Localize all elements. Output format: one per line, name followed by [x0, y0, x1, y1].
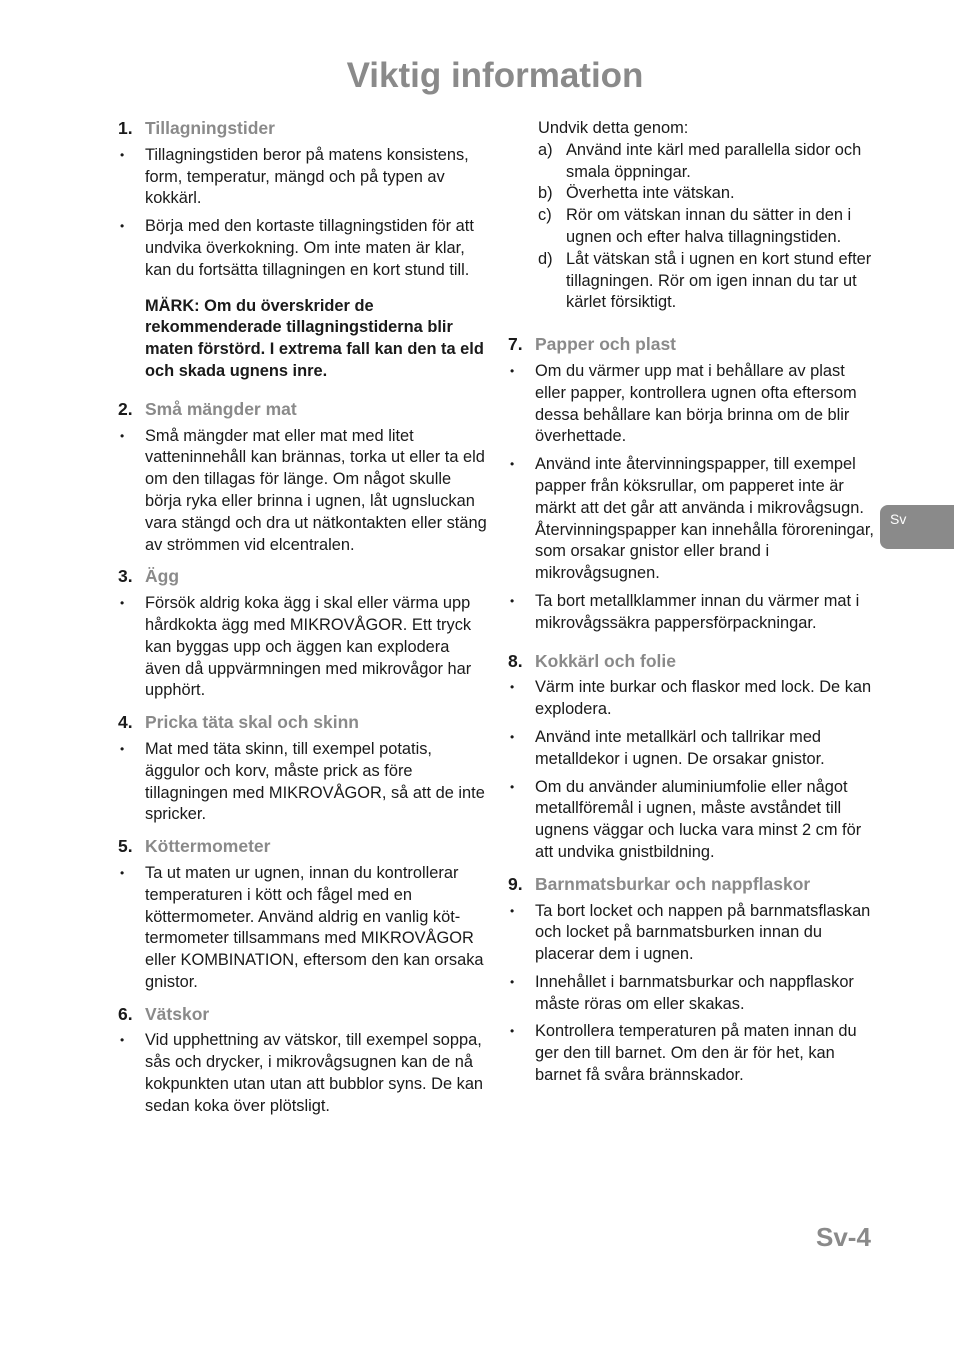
list-item-text: Små mängder mat eller mat med litet vatteninnehåll kan brännas, torka ut eller ta eld om den tillagas för länge. Om något skulle börja ryka eller brinna i ugnen, låt ugnsluckan vara stängd och dra ut nätkontakten eller stäng av strömmen vid elcentralen.: [145, 426, 487, 554]
section-title: Barnmatsburkar och nappflaskor: [535, 873, 811, 894]
bullet-list: [508, 361, 876, 635]
list-item: [508, 677, 876, 721]
section-heading: [118, 836, 488, 858]
bullet-list: [118, 863, 488, 994]
section-6: [118, 1004, 488, 1118]
section-heading: [508, 651, 876, 673]
left-column: [118, 118, 488, 1128]
section-number: 1.: [118, 118, 133, 138]
list-item: [508, 591, 876, 635]
list-item-text: Ta bort metallklammer innan du värmer mat i mikrovågssäkra pappersförpackningar.: [535, 591, 860, 632]
list-item-text: Värm inte burkar och flaskor med lock. De kan explodera.: [535, 678, 872, 719]
section-2: [118, 399, 488, 557]
list-item: [508, 901, 876, 966]
list-item-text: Använd inte kärl med parallella sidor och smala öppningar.: [566, 140, 862, 181]
list-item: [508, 777, 876, 864]
section-8: [508, 651, 876, 864]
bullet-list: [508, 677, 876, 863]
language-tab: Sv: [880, 505, 954, 549]
section-heading: [508, 334, 876, 356]
list-letter: a): [538, 140, 553, 159]
right-column: [508, 118, 876, 1097]
list-item: [508, 1021, 876, 1086]
bullet-icon: •: [120, 219, 125, 234]
bullet-icon: •: [510, 779, 515, 794]
section-7: [508, 334, 876, 634]
list-letter: c): [538, 206, 552, 225]
bullet-icon: •: [510, 1024, 515, 1039]
list-letter: b): [538, 184, 553, 203]
list-item: [118, 216, 488, 281]
section-number: 7.: [508, 334, 523, 355]
list-item-text: Mat med täta skinn, till exempel potatis, äggulor och korv, måste prick as före tillagningen med MIKROVÅGOR, så att de inte spricker.: [145, 739, 485, 824]
list-item: [118, 145, 488, 210]
page-title: Viktig information: [346, 56, 644, 95]
list-item: [118, 863, 488, 994]
bullet-list: [118, 1030, 488, 1117]
list-item-text: Låt vätskan stå i ugnen en kort stund efter tillagningen. Rör om igen innan du tar ut kärlet försiktigt.: [566, 249, 872, 312]
list-item-text: Använd inte metallkärl och tallrikar med metalldekor i ugnen. De orsakar gnistor.: [535, 727, 825, 768]
bullet-icon: •: [510, 903, 515, 918]
list-item-text: Om du använder aluminiumfolie eller något metallföremål i ugnen, måste avståndet till ugnens väggar och lucka vara minst 2 cm för att undvika gnistbildning.: [535, 777, 862, 861]
section-4: [118, 712, 488, 826]
list-item: [118, 426, 488, 557]
list-item: [508, 972, 876, 1016]
bullet-list: [118, 593, 488, 702]
bullet-list: [508, 901, 876, 1087]
bullet-list: [118, 426, 488, 557]
list-item: [118, 593, 488, 702]
section-title: Vätskor: [145, 1003, 210, 1024]
bullet-icon: •: [120, 865, 125, 880]
list-item-text: Vid upphettning av vätskor, till exempel soppa, sås och drycker, i mikrovågsugnen kan de nå kokpunkten utan utan att bubblor syns. De kan sedan koka över plötsligt.: [145, 1031, 484, 1115]
bullet-icon: •: [120, 428, 125, 443]
list-letter: d): [538, 249, 553, 268]
bullet-icon: •: [510, 974, 515, 989]
list-item: [508, 454, 876, 585]
section-title: Papper och plast: [535, 334, 677, 355]
section-9: [508, 874, 876, 1087]
list-item-text: Försök aldrig koka ägg i skal eller värma upp hårdkokta ägg med MIKROVÅGOR. Ett tryck kan byggas upp och äggen kan explodera även då uppvärmningen med mikrovågor har upphört.: [145, 594, 472, 700]
list-item: [508, 727, 876, 771]
bullet-icon: •: [510, 363, 515, 378]
section-3: [118, 566, 488, 702]
section-heading: [508, 874, 876, 896]
list-item: [508, 140, 876, 184]
list-item-text: Överhetta inte vätskan.: [566, 184, 735, 203]
section-title: Små mängder mat: [145, 398, 297, 419]
list-item: [508, 249, 876, 314]
list-item: [508, 183, 876, 205]
bullet-icon: •: [120, 1033, 125, 1048]
list-item-text: Innehållet i barnmatsburkar och nappflaskor måste röras om eller skakas.: [535, 972, 854, 1013]
list-item-text: Rör om vätskan innan du sätter in den i ugnen och efter halva tillagningstiden.: [566, 206, 852, 246]
bullet-icon: •: [510, 729, 515, 744]
list-item-text: Använd inte återvinningspapper, till exempel papper från köksrullar, om papperet inte är märkt att det går att använda i mikrovågsugn. Återvinningspapper kan innehålla föroreningar, som orsakar gnistor eller brand i mikrovågsugnen.: [535, 455, 874, 583]
section-number: 5.: [118, 836, 133, 857]
intro-text: Undvik detta genom:: [538, 119, 689, 137]
bullet-icon: •: [510, 457, 515, 472]
section-heading: [118, 566, 488, 588]
section-number: 6.: [118, 1003, 133, 1024]
section-5: [118, 836, 488, 994]
bullet-list: [118, 145, 488, 282]
section-number: 2.: [118, 398, 133, 419]
bullet-icon: •: [120, 596, 125, 611]
section-title: Pricka täta skal och skinn: [145, 712, 359, 733]
page-number: Sv-4: [816, 1222, 871, 1252]
list-item-text: Ta ut maten ur ugnen, innan du kontrollerar temperaturen i kött och fågel med en köttermometer. Använd aldrig en vanlig köt-termometer tillsammans med MIKROVÅGOR eller KOMBINATION, eftersom den kan orsaka gnistor.: [145, 863, 484, 991]
section-number: 9.: [508, 873, 523, 894]
section-number: 8.: [508, 650, 523, 671]
list-item-text: Kontrollera temperaturen på maten innan du ger den till barnet. Om den är för het, kan barnet få svåra brännskador.: [535, 1022, 857, 1085]
section-number: 4.: [118, 712, 133, 733]
section-title: Ägg: [145, 566, 180, 587]
bullet-icon: •: [510, 680, 515, 695]
list-item: [118, 1030, 488, 1117]
section-title: Tillagningstider: [145, 118, 275, 138]
lettered-list: [508, 140, 876, 314]
section-number: 3.: [118, 566, 133, 587]
bullet-list: [118, 739, 488, 826]
bullet-icon: •: [120, 147, 125, 162]
section-heading: [118, 399, 488, 421]
list-item: [118, 739, 488, 826]
section-title: Köttermometer: [145, 836, 271, 857]
list-item-text: Börja med den kortaste tillagningstiden för att undvika överkokning. Om inte maten är klar, kan du fortsätta tillagningen en kort stund till.: [145, 217, 474, 279]
section-heading: [118, 712, 488, 734]
list-item-text: Ta bort locket och nappen på barnmatsflaskan och locket på barnmatsburken innan du placerar dem i ugnen.: [535, 901, 871, 964]
section-heading: [118, 1004, 488, 1026]
section-1: [118, 118, 488, 383]
bullet-icon: •: [120, 741, 125, 756]
list-item-text: Om du värmer upp mat i behållare av plast eller papper, kontrollera ugnen ofta eftersom dessa behållare kan börja brinna om de blir överhettade.: [535, 361, 857, 446]
list-item-text: Tillagningstiden beror på matens konsistens, form, temperatur, mängd och på typen av kokkärl.: [145, 145, 469, 208]
bullet-icon: •: [510, 593, 515, 608]
section-title: Kokkärl och folie: [535, 650, 677, 671]
section-heading: [118, 118, 488, 140]
list-item: [508, 361, 876, 448]
warning-note: MÄRK: Om du överskrider de rekommenderade tillagningstiderna blir maten förstörd. I extrema fall kan den ta eld och skada ugnens inre.: [145, 296, 484, 380]
list-item: [508, 205, 876, 249]
